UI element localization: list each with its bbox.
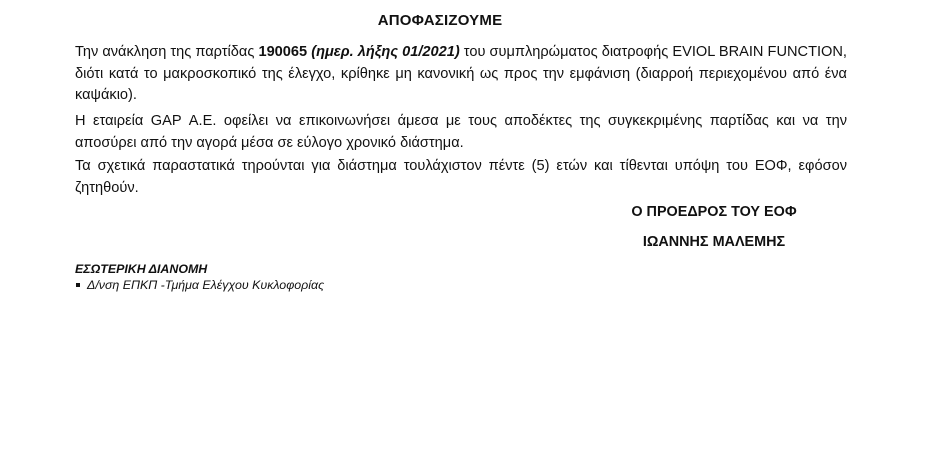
decision-heading: ΑΠΟΦΑΣΙΖΟΥΜΕ: [377, 12, 503, 29]
bullet-icon: [76, 283, 80, 287]
list-item: [75, 278, 324, 292]
batch-number: 190065: [258, 44, 308, 60]
recall-paragraph: [75, 42, 847, 107]
distribution-item-label: Δ/νση ΕΠΚΠ -Τμήμα Ελέγχου Κυκλοφορίας: [87, 278, 325, 292]
signatory-name: ΙΩΑΝΝΗΣ ΜΑΛΕΜΗΣ: [642, 234, 786, 250]
records-paragraph: Τα σχετικά παραστατικά τηρούνται για διάστημα τουλάχιστον πέντε (5) ετών και τίθενται υπόψη του ΕΟΦ, εφόσον ζητηθούν.: [75, 158, 847, 196]
signatory-title: Ο ΠΡΟΕΔΡΟΣ ΤΟΥ ΕΟΦ: [631, 204, 797, 220]
distribution-list: [75, 278, 324, 292]
recall-text-end: του συμπληρώματος διατροφής EVIOL BRAIN FUNCTION, διότι κατά το μακροσκοπικό της έλεγχο, κρίθηκε μη κανονική ως προς την εμφάνιση (διαρροή περιεχομένου από ένα καψάκιο).: [75, 44, 847, 103]
recall-text-start: Την ανάκληση της παρτίδας: [75, 44, 259, 60]
expiry-date: (ημερ. λήξης 01/2021): [307, 44, 460, 60]
internal-distribution-title: ΕΣΩΤΕΡΙΚΗ ΔΙΑΝΟΜΗ: [75, 262, 208, 276]
company-obligation-paragraph: Η εταιρεία GAP Α.Ε. οφείλει να επικοινωνήσει άμεσα με τους αποδέκτες της συγκεκριμένης παρτίδας και να την αποσύρει από την αγορά μέσα σε εύλογο χρονικό διάστημα.: [75, 113, 847, 151]
